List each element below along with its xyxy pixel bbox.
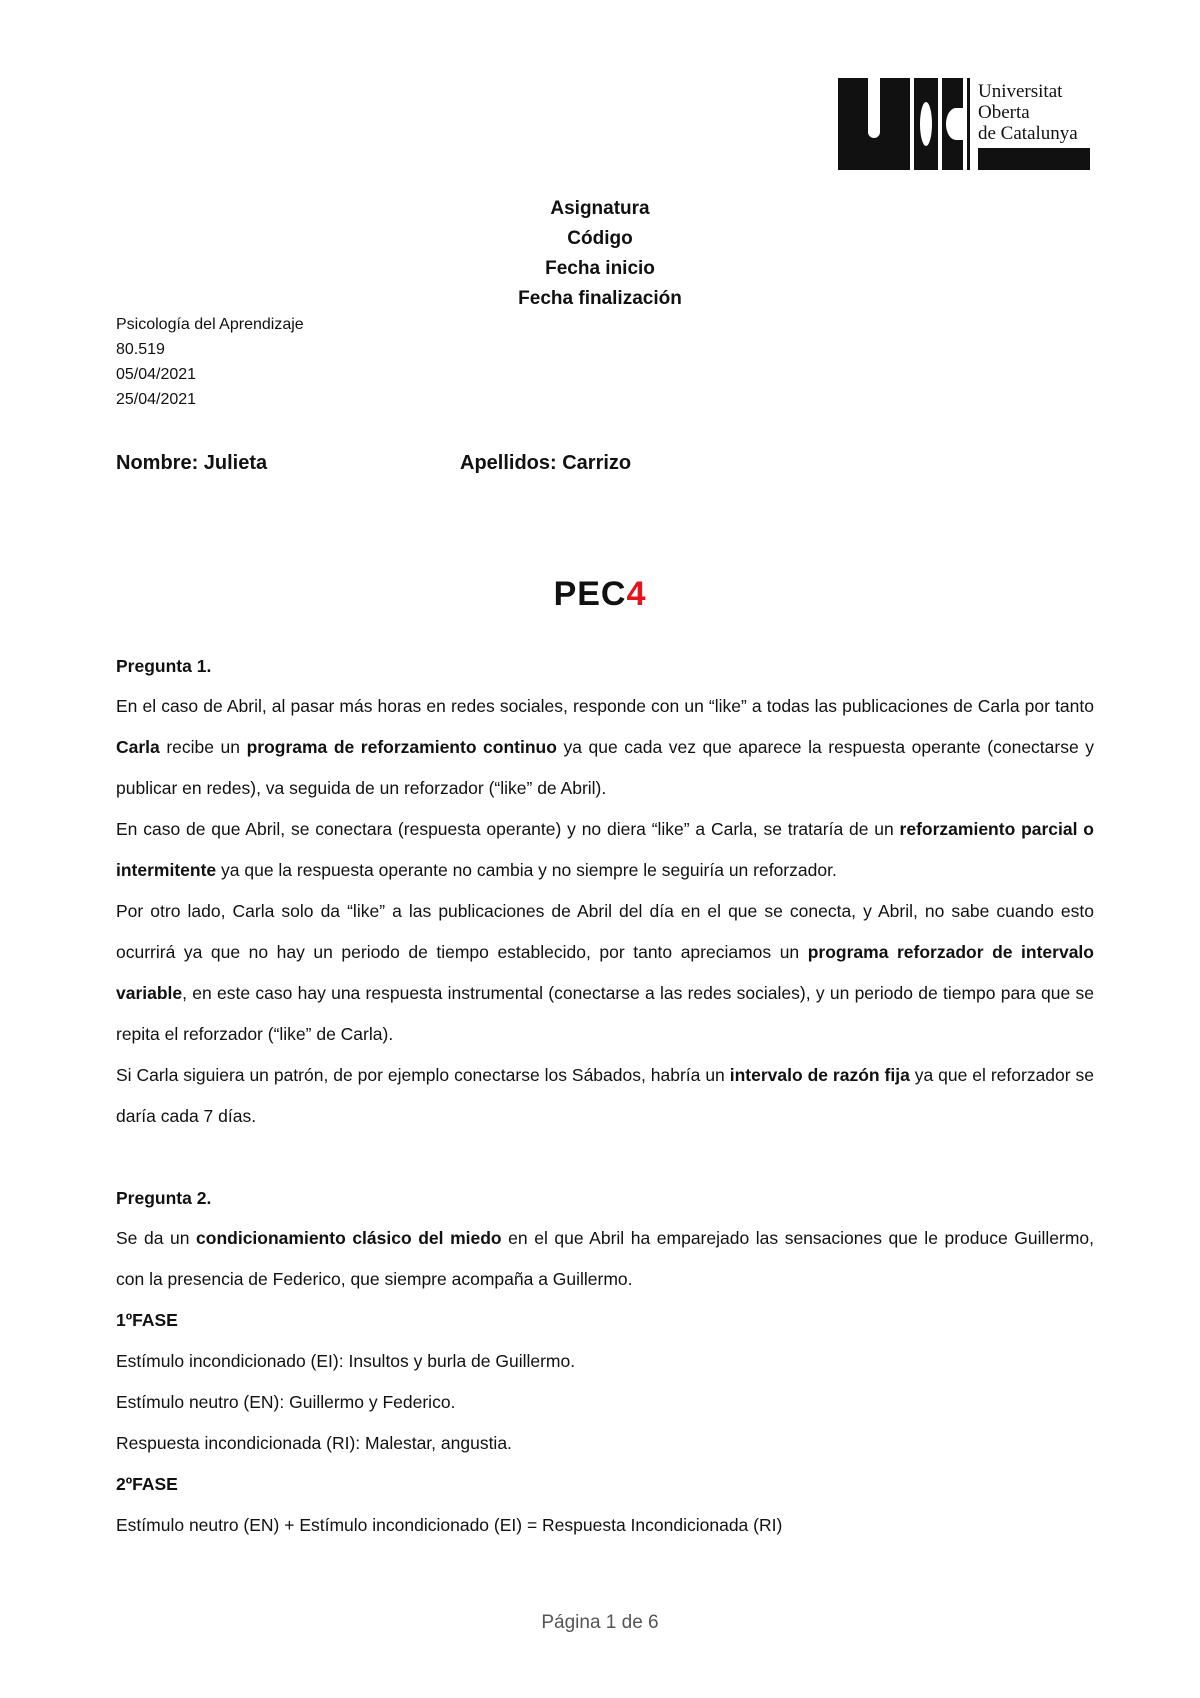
phase-2-heading: 2ºFASE (116, 1474, 178, 1494)
unconditioned-stimulus: Estímulo incondicionado (EI): Insultos y burla de Guillermo. (116, 1351, 576, 1371)
question-1-heading: Pregunta 1. (116, 656, 212, 676)
label-end-date: Fecha finalización (518, 288, 682, 309)
phase-1-heading: 1ºFASE (116, 1310, 178, 1330)
student-first-name: Nombre: Julieta (116, 452, 268, 474)
q1-paragraph-2: En caso de que Abril, se conectara (respuesta operante) y no diera “like” a Carla, se trataría de un reforzamiento parcial o intermitente ya que la respuesta operante no cambia y no siempre le seguiría un reforzador. (116, 819, 1094, 880)
q1-paragraph-4: Si Carla siguiera un patrón, de por ejemplo conectarse los Sábados, habría un intervalo de razón fija ya que el reforzador se daría cada 7 días. (116, 1065, 1095, 1126)
page-number: Página 1 de 6 (541, 1612, 659, 1633)
uoc-logo (838, 78, 1090, 170)
logo-line-3: de Catalunya (978, 123, 1078, 144)
meta-values (116, 312, 304, 412)
title-main: PEC (553, 575, 627, 613)
unconditioned-response: Respuesta incondicionada (RI): Malestar, angustia. (116, 1433, 512, 1453)
q1-paragraph-3: Por otro lado, Carla solo da “like” a las publicaciones de Abril del día en el que se conecta, y Abril, no sabe cuando esto ocurrirá ya que no hay un periodo de tiempo establecido, por tanto apreciamos un programa reforzador de intervalo variable, en este caso hay una respuesta instrumental (conectarse a las redes sociales), y un periodo de tiempo para que se repita el reforzador (“like” de Carla). (116, 901, 1094, 1044)
section-gap (116, 1137, 1094, 1178)
end-date-value: 25/04/2021 (116, 391, 197, 408)
student-last-name: Apellidos: Carrizo (460, 452, 632, 474)
question-2-heading: Pregunta 2. (116, 1188, 212, 1208)
subject-value: Psicología del Aprendizaje (116, 316, 304, 333)
logo-line-1: Universitat (978, 81, 1063, 102)
q2-paragraph-1: Se da un condicionamiento clásico del miedo en el que Abril ha emparejado las sensaciones que le produce Guillermo, con la presencia de Federico, que siempre acompaña a Guillermo. (116, 1228, 1095, 1289)
label-code: Código (567, 228, 633, 249)
neutral-stimulus: Estímulo neutro (EN): Guillermo y Federico. (116, 1392, 456, 1412)
meta-labels (0, 194, 1200, 314)
label-start-date: Fecha inicio (545, 258, 655, 279)
logo-line-2: Oberta (978, 102, 1030, 123)
start-date-value: 05/04/2021 (116, 366, 197, 383)
label-subject: Asignatura (550, 198, 650, 219)
uoc-logo-mark (838, 78, 963, 170)
q1-paragraph-1: En el caso de Abril, al pasar más horas en redes sociales, responde con un “like” a todas las publicaciones de Carla por tanto Carla recibe un programa de reforzamiento continuo ya que cada vez que aparece la respuesta operante (conectarse y publicar en redes), va seguida de un reforzador (“like” de Abril). (116, 696, 1095, 798)
document-title (0, 575, 1200, 614)
phase-2-equation: Estímulo neutro (EN) + Estímulo incondicionado (EI) = Respuesta Incondicionada (RI) (116, 1515, 783, 1535)
logo-divider (967, 78, 970, 170)
title-accent: 4 (626, 575, 647, 613)
code-value: 80.519 (116, 341, 165, 358)
logo-text (978, 81, 1078, 144)
document-body (116, 646, 1094, 1546)
logo-underbar (978, 148, 1090, 170)
